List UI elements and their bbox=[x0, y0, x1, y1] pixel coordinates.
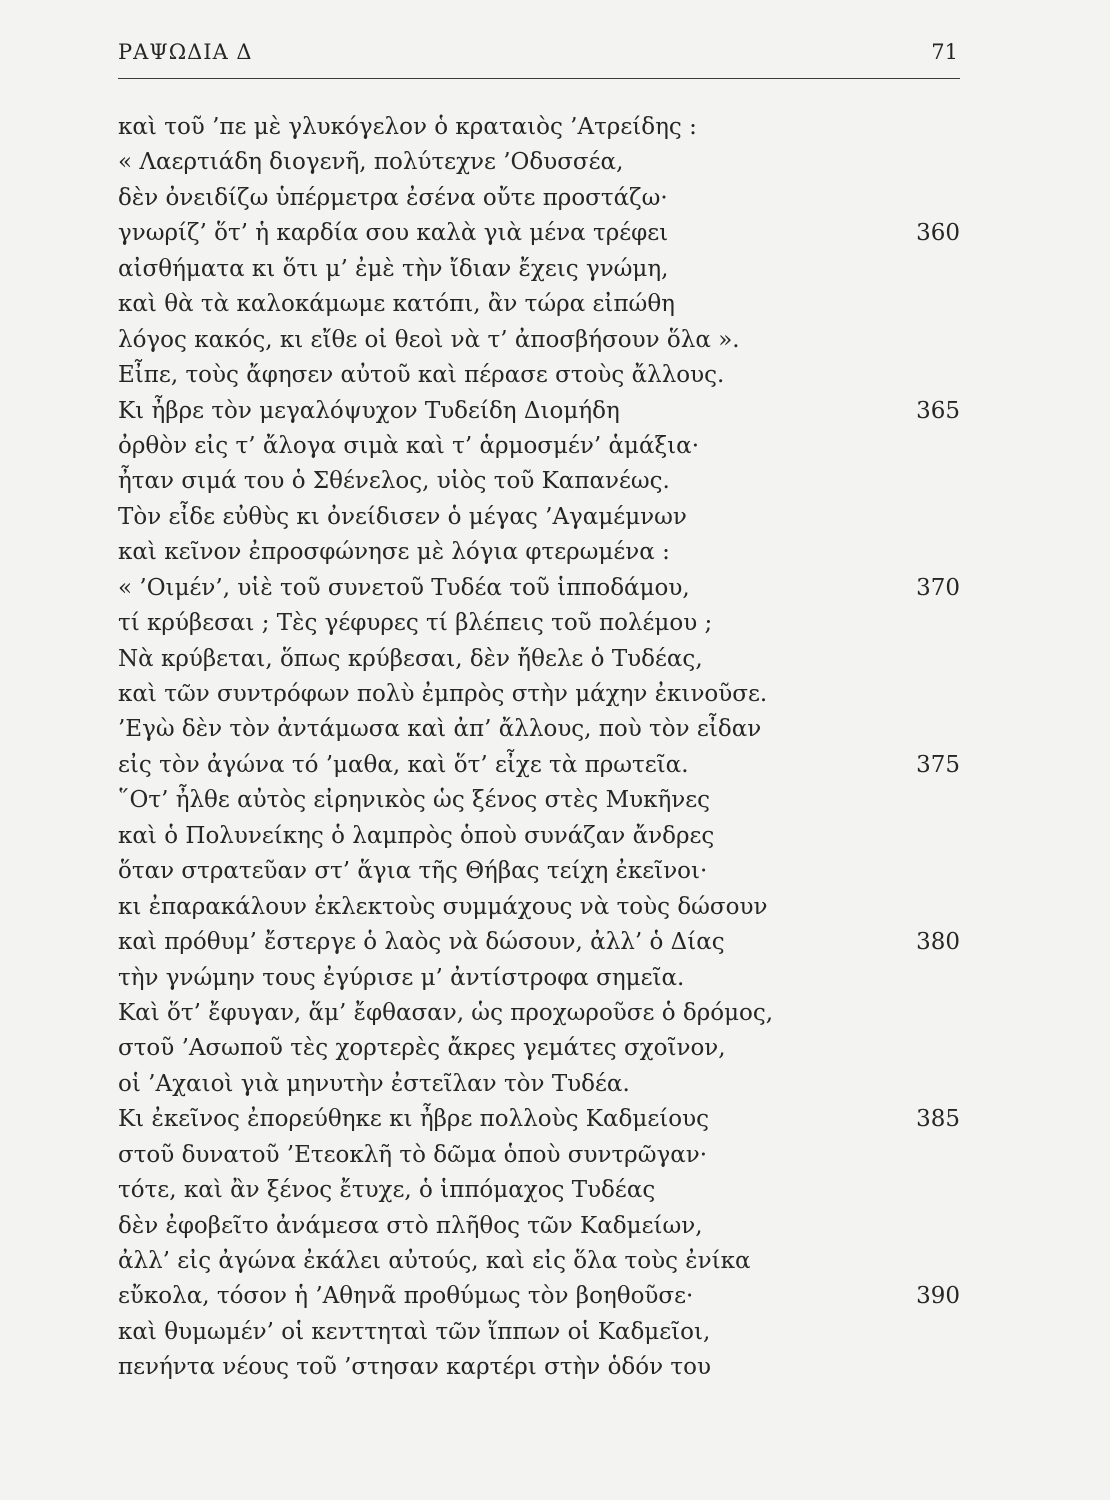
line-number: 380 bbox=[916, 929, 960, 956]
verse-text: λόγος κακός, κι εἴθε οἱ θεοὶ νὰ τ’ ἀποσβήσουν ὅλα ». bbox=[118, 326, 740, 353]
verse-line bbox=[118, 110, 960, 145]
verse-text: καὶ τῶν συντρόφων πολὺ ἐμπρὸς στὴν μάχην ἐκινοῦσε. bbox=[118, 681, 768, 707]
verse-text: « ’Οιμέν’, υἱὲ τοῦ συνετοῦ Τυδέα τοῦ ἱπποδάμου, bbox=[118, 574, 690, 601]
page-number: 71 bbox=[931, 40, 958, 64]
verse-text: εὔκολα, τόσον ἡ ’Αθηνᾶ προθύμως τὸν βοηθοῦσε· bbox=[118, 1283, 694, 1310]
verse-line bbox=[118, 1350, 960, 1385]
verse-line bbox=[118, 642, 960, 677]
verse-line bbox=[118, 961, 960, 996]
verse-text: Εἶπε, τοὺς ἄφησεν αὐτοῦ καὶ πέρασε στοὺς ἄλλους. bbox=[118, 362, 725, 389]
line-number: 390 bbox=[916, 1283, 960, 1310]
verse-line bbox=[118, 181, 960, 216]
verse-line bbox=[118, 216, 960, 251]
verse-line bbox=[118, 1173, 960, 1208]
verse-line bbox=[118, 1244, 960, 1279]
verse-line bbox=[118, 783, 960, 818]
verse-text: ῞Οτ’ ἦλθε αὐτὸς εἰρηνικὸς ὡς ξένος στὲς Μυκῆνες bbox=[118, 787, 711, 814]
verse-text: Τὸν εἶδε εὐθὺς κι ὀνείδισεν ὁ μέγας ’Αγαμέμνων bbox=[118, 503, 687, 530]
verse-text: στοῦ ’Ασωποῦ τὲς χορτερὲς ἄκρες γεμάτες σχοῖνον, bbox=[118, 1035, 726, 1062]
verse-text: καὶ θυμωμέν’ οἱ κενττηταὶ τῶν ἵππων οἱ Καδμεῖοι, bbox=[118, 1318, 711, 1345]
verse-text: « Λαερτιάδη διογενῆ, πολύτεχνε ’Οδυσσέα, bbox=[118, 149, 624, 176]
verse-text: ἦταν σιμά του ὁ Σθένελος, υἱὸς τοῦ Καπανέως. bbox=[118, 468, 670, 495]
verse-line bbox=[118, 1067, 960, 1102]
verse-line bbox=[118, 571, 960, 606]
verse-line bbox=[118, 1138, 960, 1173]
verse-text: ὀρθὸν εἰς τ’ ἄλογα σιμὰ καὶ τ’ ἁρμοσμέν’ ἁμάξια· bbox=[118, 432, 700, 459]
verse-line bbox=[118, 996, 960, 1031]
verse-text: αἰσθήματα κι ὅτι μ’ ἐμὲ τὴν ἴδιαν ἔχεις γνώμη, bbox=[118, 255, 669, 282]
verse-line bbox=[118, 535, 960, 570]
verse-text: Κι ἦβρε τὸν μεγαλόψυχον Τυδείδη Διομήδη bbox=[118, 397, 620, 424]
verse-text: στοῦ δυνατοῦ ’Ετεοκλῆ τὸ δῶμα ὁποὺ συντρῶγαν· bbox=[118, 1141, 708, 1168]
verse-text: τὴν γνώμην τους ἐγύρισε μ’ ἀντίστροφα σημεῖα. bbox=[118, 964, 685, 991]
verse-line bbox=[118, 287, 960, 322]
verse-text: ’Εγὼ δὲν τὸν ἀντάμωσα καὶ ἀπ’ ἄλλους, ποὺ τὸν εἶδαν bbox=[118, 716, 762, 743]
verse-text: ἀλλ’ εἰς ἀγώνα ἐκάλει αὐτούς, καὶ εἰς ὅλα τοὺς ἐνίκα bbox=[118, 1248, 751, 1274]
line-number: 370 bbox=[916, 574, 960, 601]
verse-text: καὶ πρόθυμ’ ἔστεργε ὁ λαὸς νὰ δώσουν, ἀλλ’ ὁ Δίας bbox=[118, 929, 725, 956]
verse-text: Νὰ κρύβεται, ὅπως κρύβεσαι, δὲν ἤθελε ὁ Τυδέας, bbox=[118, 645, 703, 672]
verse-line bbox=[118, 748, 960, 783]
verse-line bbox=[118, 1031, 960, 1066]
running-head-title: ΡΑΨΩΔΙΑ Δ bbox=[118, 40, 253, 64]
running-header bbox=[118, 38, 960, 79]
verse-line bbox=[118, 890, 960, 925]
verse-line bbox=[118, 606, 960, 641]
verse-line bbox=[118, 429, 960, 464]
verse-line bbox=[118, 500, 960, 535]
verse-line bbox=[118, 925, 960, 960]
verse-line bbox=[118, 252, 960, 287]
verse-line bbox=[118, 1279, 960, 1314]
verse-text: καὶ ὁ Πολυνείκης ὁ λαμπρὸς ὁποὺ συνάζαν ἄνδρες bbox=[118, 822, 715, 849]
verse-text: καὶ τοῦ ’πε μὲ γλυκόγελον ὁ κραταιὸς ’Ατρείδης : bbox=[118, 114, 697, 140]
verse-text: τί κρύβεσαι ; Τὲς γέφυρες τί βλέπεις τοῦ πολέμου ; bbox=[118, 610, 713, 637]
verse-line bbox=[118, 323, 960, 358]
verse-line bbox=[118, 1209, 960, 1244]
verse-line bbox=[118, 358, 960, 393]
verse-text: Κι ἐκεῖνος ἐπορεύθηκε κι ἦβρε πολλοὺς Καδμείους bbox=[118, 1106, 709, 1133]
verse-line bbox=[118, 464, 960, 499]
poem-text bbox=[118, 110, 960, 1386]
verse-line bbox=[118, 145, 960, 180]
verse-text: κι ἐπαρακάλουν ἐκλεκτοὺς συμμάχους νὰ τοὺς δώσουν bbox=[118, 893, 768, 920]
verse-text: γνωρίζ’ ὅτ’ ἡ καρδία σου καλὰ γιὰ μένα τρέφει bbox=[118, 220, 669, 247]
verse-text: δὲν ἐφοβεῖτο ἀνάμεσα στὸ πλῆθος τῶν Καδμείων, bbox=[118, 1212, 703, 1239]
verse-text: ὅταν στρατεῦαν στ’ ἅγια τῆς Θήβας τείχη ἐκεῖνοι· bbox=[118, 858, 708, 885]
verse-text: καὶ κεῖνον ἐπροσφώνησε μὲ λόγια φτερωμένα : bbox=[118, 539, 670, 566]
line-number: 365 bbox=[916, 397, 960, 424]
verse-text: καὶ θὰ τὰ καλοκάμωμε κατόπι, ἂν τώρα εἰπώθη bbox=[118, 291, 675, 318]
verse-line bbox=[118, 712, 960, 747]
verse-text: τότε, καὶ ἂν ξένος ἔτυχε, ὁ ἱππόμαχος Τυδέας bbox=[118, 1177, 656, 1204]
line-number: 375 bbox=[916, 751, 960, 778]
verse-text: πενήντα νέους τοῦ ’στησαν καρτέρι στὴν ὁδόν του bbox=[118, 1354, 711, 1381]
verse-line bbox=[118, 677, 960, 712]
verse-line bbox=[118, 1315, 960, 1350]
verse-text: οἱ ’Αχαιοὶ γιὰ μηνυτὴν ἐστεῖλαν τὸν Τυδέα. bbox=[118, 1070, 630, 1097]
verse-text: εἰς τὸν ἀγώνα τό ’μαθα, καὶ ὅτ’ εἶχε τὰ πρωτεῖα. bbox=[118, 751, 689, 778]
verse-text: δὲν ὀνειδίζω ὑπέρμετρα ἐσένα οὔτε προστάζω· bbox=[118, 184, 668, 211]
line-number: 385 bbox=[916, 1106, 960, 1133]
verse-line bbox=[118, 819, 960, 854]
verse-line bbox=[118, 394, 960, 429]
verse-line bbox=[118, 854, 960, 889]
line-number: 360 bbox=[916, 220, 960, 247]
verse-line bbox=[118, 1102, 960, 1137]
verse-text: Καὶ ὅτ’ ἔφυγαν, ἅμ’ ἔφθασαν, ὡς προχωροῦσε ὁ δρόμος, bbox=[118, 999, 774, 1026]
